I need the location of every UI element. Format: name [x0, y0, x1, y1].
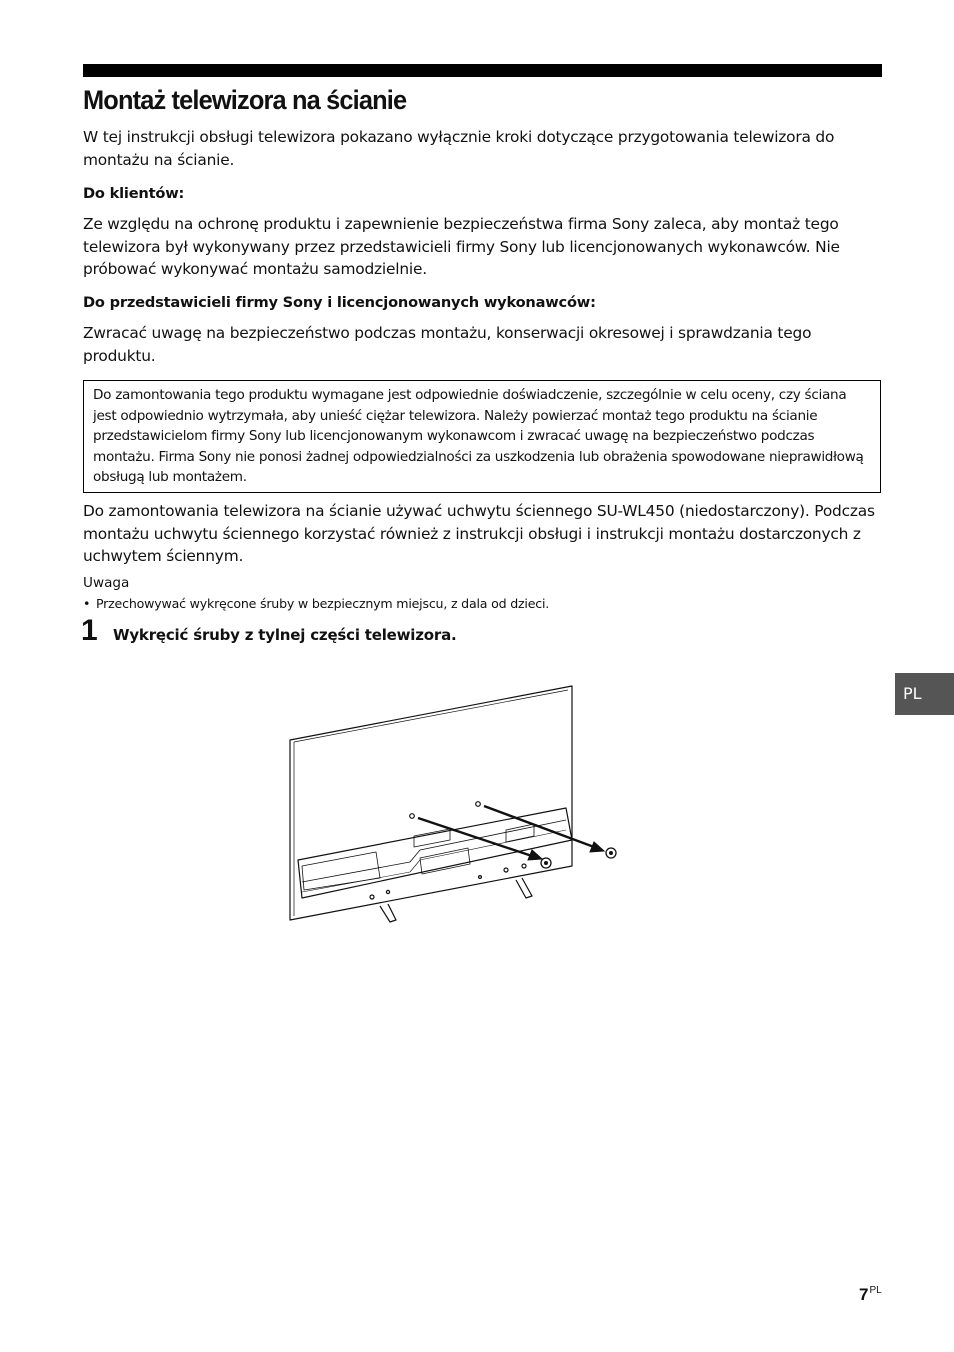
language-tab: PL: [895, 673, 954, 715]
note-item-text: Przechowywać wykręcone śruby w bezpiecznym miejscu, z dala od dzieci.: [96, 596, 550, 611]
intro-paragraph: W tej instrukcji obsługi telewizora pokazano wyłącznie kroki dotyczące przygotowania telewizora do montażu na ścianie.: [83, 128, 835, 169]
page-title: Montaż telewizora na ścianie: [83, 85, 407, 115]
warning-box: [83, 380, 881, 493]
warning-text: Do zamontowania tego produktu wymagane jest odpowiednie doświadczenie, szczególnie w celu oceny, czy ściana jest odpowiednio wytrzymała, aby unieść ciężar telewizora. Należy powierzać montaż tego produktu na ścianie przedstawicielom firmy Sony lub licencjonowanym wykonawcom i zwracać uwagę na bezpieczeństwo podczas montażu. Firma Sony nie ponosi żadnej odpowiedzialności za uszkodzenia lub obrażenia spowodowane nieprawidłową obsługą lub montażem.: [93, 387, 864, 486]
note-item: [83, 595, 549, 613]
customers-heading: Do klientów:: [83, 185, 185, 202]
dealers-heading: Do przedstawicieli firmy Sony i licencjonowanych wykonawców:: [83, 294, 596, 311]
bracket-paragraph: Do zamontowania telewizora na ścianie używać uchwytu ściennego SU-WL450 (niedostarczony). Podczas montażu uchwytu ściennego korzystać również z instrukcji obsługi i instrukcji montażu dostarczonych z uchwytem ściennym.: [83, 502, 875, 565]
page-number-value: 7: [859, 1285, 869, 1304]
customers-paragraph: Ze względu na ochronę produktu i zapewnienie bezpieczeństwa firma Sony zaleca, aby montaż tego telewizora był wykonywany przez przedstawicieli firmy Sony lub licencjonowanych wykonawców. Nie próbować wykonywać montażu samodzielnie.: [83, 215, 840, 278]
tv-rear-screw-removal-icon: [280, 680, 620, 930]
page-number-suffix: PL: [869, 1285, 882, 1296]
dealers-paragraph: Zwracać uwagę na bezpieczeństwo podczas montażu, konserwacji okresowej i sprawdzania tego produktu.: [83, 324, 812, 365]
step-number: 1: [81, 614, 98, 647]
section-top-rule: [83, 64, 882, 77]
note-bullet: •: [83, 596, 91, 611]
note-title: Uwaga: [83, 575, 130, 591]
page-number: [859, 1281, 882, 1305]
step-text: Wykręcić śruby z tylnej części telewizora.: [113, 626, 457, 644]
